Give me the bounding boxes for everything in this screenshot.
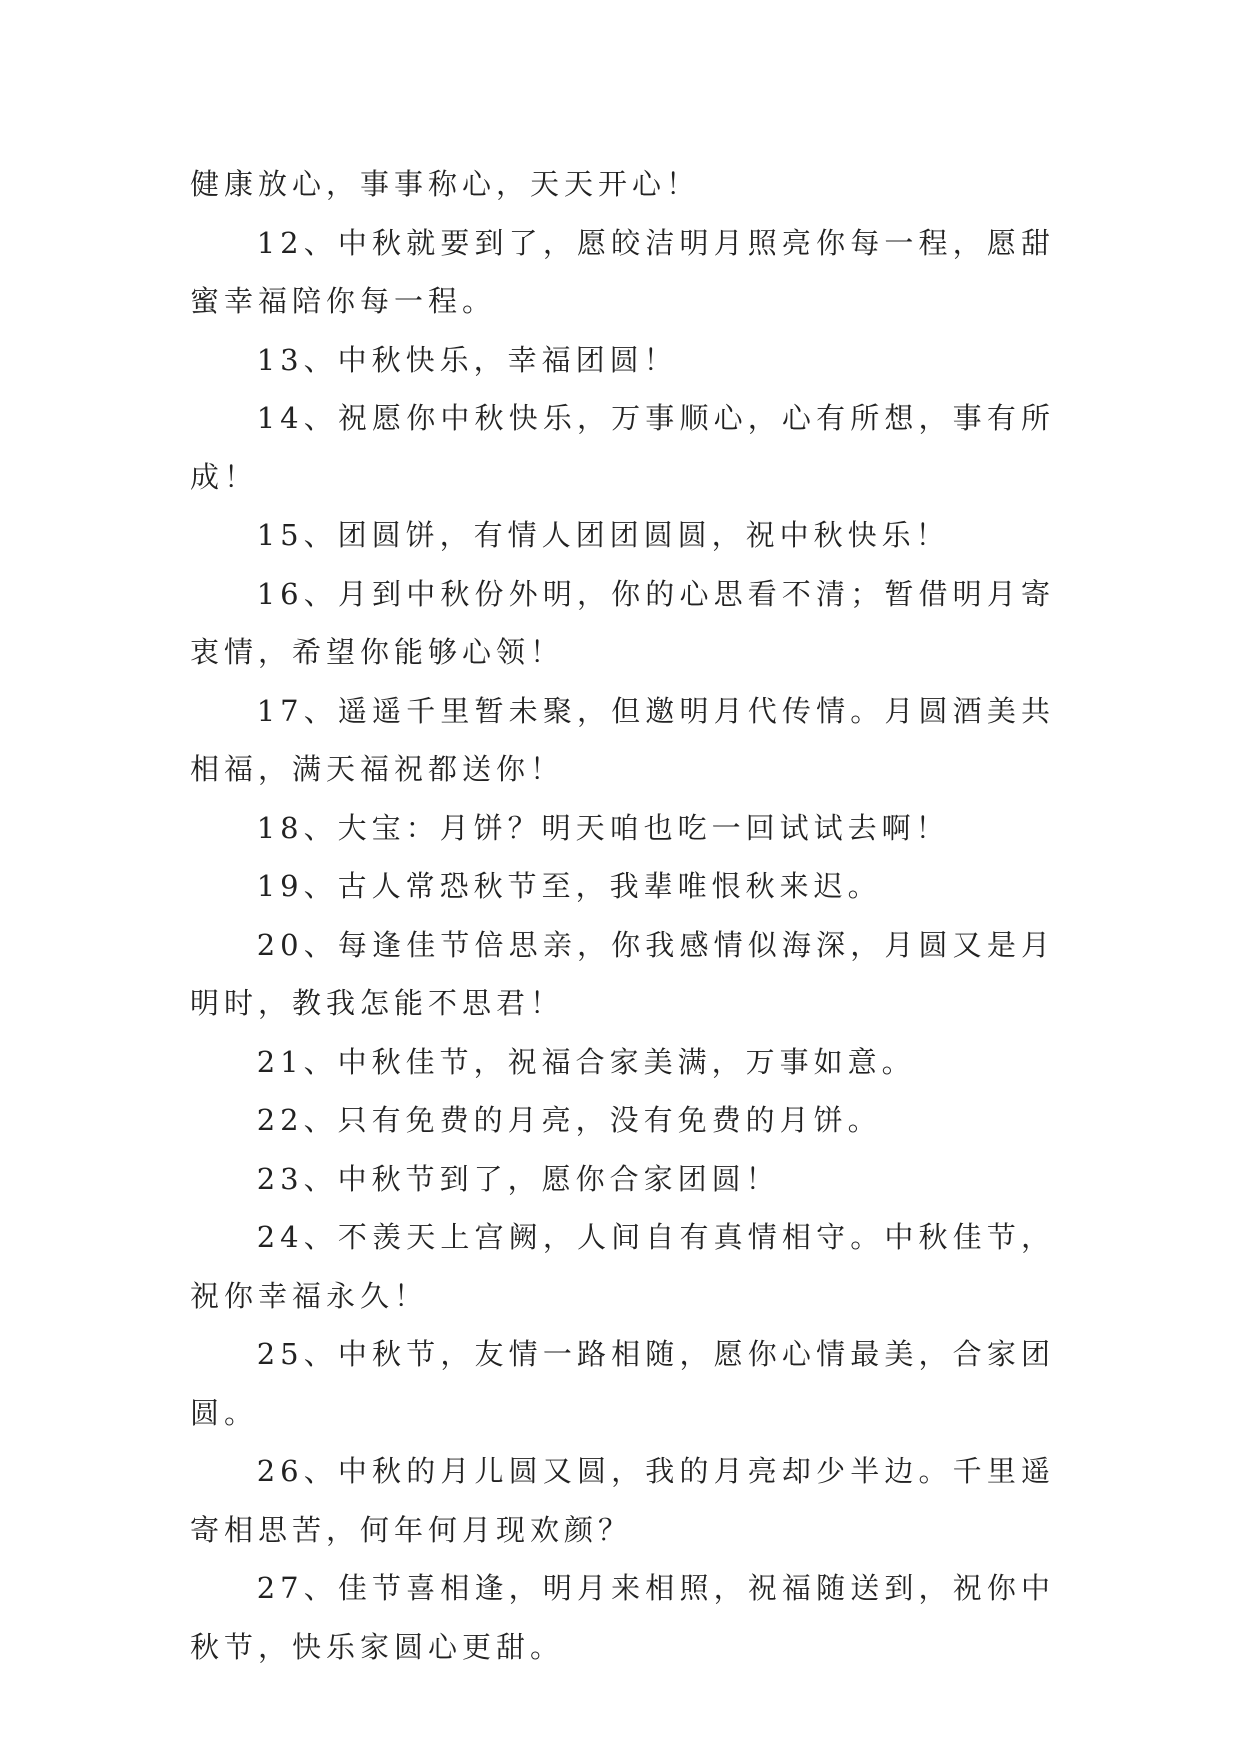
greeting-item-23: 23、中秋节到了，愿你合家团圆！: [256, 1161, 780, 1196]
greeting-item-12: 12、中秋就要到了，愿皎洁明月照亮你每一程，愿甜蜜幸福陪你每一程。: [190, 225, 1055, 318]
greeting-item-26: 26、中秋的月儿圆又圆，我的月亮却少半边。千里遥寄相思苦，何年何月现欢颜？: [190, 1454, 1055, 1547]
greeting-item-24: 24、不羡天上宫阙，人间自有真情相守。中秋佳节，祝你幸福永久！: [190, 1220, 1055, 1313]
greeting-item-15: 15、团圆饼，有情人团团圆圆，祝中秋快乐！: [256, 518, 950, 552]
greeting-item-17: 17、遥遥千里暂未聚，但邀明月代传情。月圆酒美共相福，满天福祝都送你！: [190, 693, 1055, 786]
greeting-item-14: 14、祝愿你中秋快乐，万事顺心，心有所想，事有所成！: [190, 401, 1055, 494]
greeting-item-19: 19、古人常恐秋节至，我辈唯恨秋来迟。: [256, 869, 882, 903]
greeting-item-18: 18、大宝：月饼？明天咱也吃一回试试去啊！: [256, 810, 950, 845]
greeting-item-27: 27、佳节喜相逢，明月来相照，祝福随送到，祝你中秋节，快乐家圆心更甜。: [190, 1571, 1055, 1664]
greeting-item-16: 16、月到中秋份外明，你的心思看不清；暂借明月寄衷情，希望你能够心领！: [190, 576, 1055, 669]
greeting-item-21: 21、中秋佳节，祝福合家美满，万事如意。: [256, 1044, 916, 1079]
continuation-paragraph: 健康放心，事事称心，天天开心！: [190, 167, 701, 201]
greeting-item-20: 20、每逢佳节倍思亲，你我感情似海深，月圆又是月明时，教我怎能不思君！: [190, 927, 1055, 1020]
greeting-item-25: 25、中秋节，友情一路相随，愿你心情最美，合家团圆。: [190, 1337, 1055, 1430]
greeting-item-22: 22、只有免费的月亮，没有免费的月饼。: [256, 1103, 882, 1137]
document-body: [190, 155, 1055, 1676]
greeting-item-13: 13、中秋快乐，幸福团圆！: [256, 342, 678, 377]
